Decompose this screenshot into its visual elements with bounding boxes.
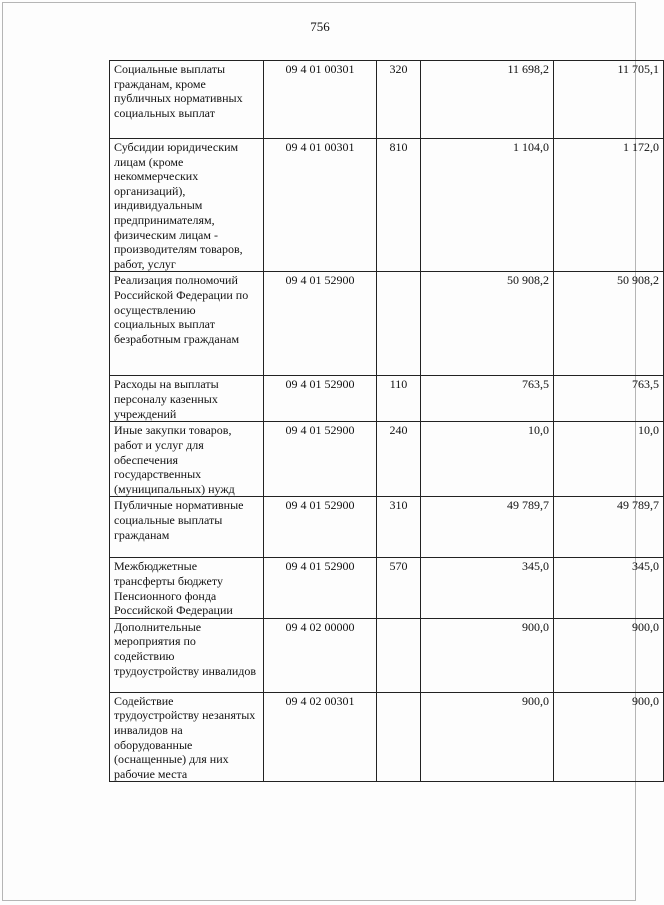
row-code: 09 4 01 52900 [264,272,377,376]
row-value-2: 10,0 [554,422,664,497]
row-value-1: 11 698,2 [421,61,554,139]
table-row [110,139,664,272]
row-kvr: 320 [377,61,421,139]
row-code: 09 4 01 52900 [264,497,377,558]
budget-table-body [110,61,664,782]
table-row [110,272,664,376]
row-name: Публичные нормативные социальные выплаты гражданам [110,497,264,558]
budget-table [109,60,664,782]
table-row [110,376,664,422]
row-value-1: 49 789,7 [421,497,554,558]
row-name: Иные закупки товаров, работ и услуг для обеспечения государственных (муниципальных) нужд [110,422,264,497]
row-kvr [377,272,421,376]
table-row [110,618,664,692]
page-number: 756 [310,19,330,34]
row-value-1: 1 104,0 [421,139,554,272]
row-value-2: 50 908,2 [554,272,664,376]
row-value-2: 900,0 [554,692,664,782]
row-value-2: 345,0 [554,558,664,618]
row-value-2: 1 172,0 [554,139,664,272]
row-code: 09 4 01 00301 [264,139,377,272]
row-kvr: 310 [377,497,421,558]
row-code: 09 4 01 52900 [264,376,377,422]
row-name: Социальные выплаты гражданам, кроме публичных нормативных социальных выплат [110,61,264,139]
row-value-2: 49 789,7 [554,497,664,558]
row-kvr [377,618,421,692]
row-name: Межбюджетные трансферты бюджету Пенсионного фонда Российской Федерации [110,558,264,618]
row-name: Дополнительные мероприятия по содействию трудоустройству инвалидов [110,618,264,692]
row-name: Реализация полномочий Российской Федерации по осуществлению социальных выплат безработным гражданам [110,272,264,376]
row-kvr: 810 [377,139,421,272]
row-value-2: 900,0 [554,618,664,692]
row-value-1: 50 908,2 [421,272,554,376]
row-value-1: 345,0 [421,558,554,618]
row-value-1: 763,5 [421,376,554,422]
table-row [110,422,664,497]
table-row [110,497,664,558]
row-code: 09 4 01 52900 [264,558,377,618]
row-code: 09 4 01 52900 [264,422,377,497]
table-row [110,61,664,139]
row-kvr [377,692,421,782]
table-row [110,692,664,782]
row-kvr: 240 [377,422,421,497]
row-value-2: 11 705,1 [554,61,664,139]
row-code: 09 4 02 00301 [264,692,377,782]
row-kvr: 110 [377,376,421,422]
row-value-1: 10,0 [421,422,554,497]
row-name: Содействие трудоустройству незанятых инвалидов на оборудованные (оснащенные) для них рабочие места [110,692,264,782]
row-code: 09 4 01 00301 [264,61,377,139]
row-name: Субсидии юридическим лицам (кроме некоммерческих организаций), индивидуальным предпринимателям, физическим лицам - производителям товаров, работ, услуг [110,139,264,272]
row-value-1: 900,0 [421,692,554,782]
table-row [110,558,664,618]
row-value-2: 763,5 [554,376,664,422]
row-code: 09 4 02 00000 [264,618,377,692]
row-name: Расходы на выплаты персоналу казенных учреждений [110,376,264,422]
row-kvr: 570 [377,558,421,618]
row-value-1: 900,0 [421,618,554,692]
